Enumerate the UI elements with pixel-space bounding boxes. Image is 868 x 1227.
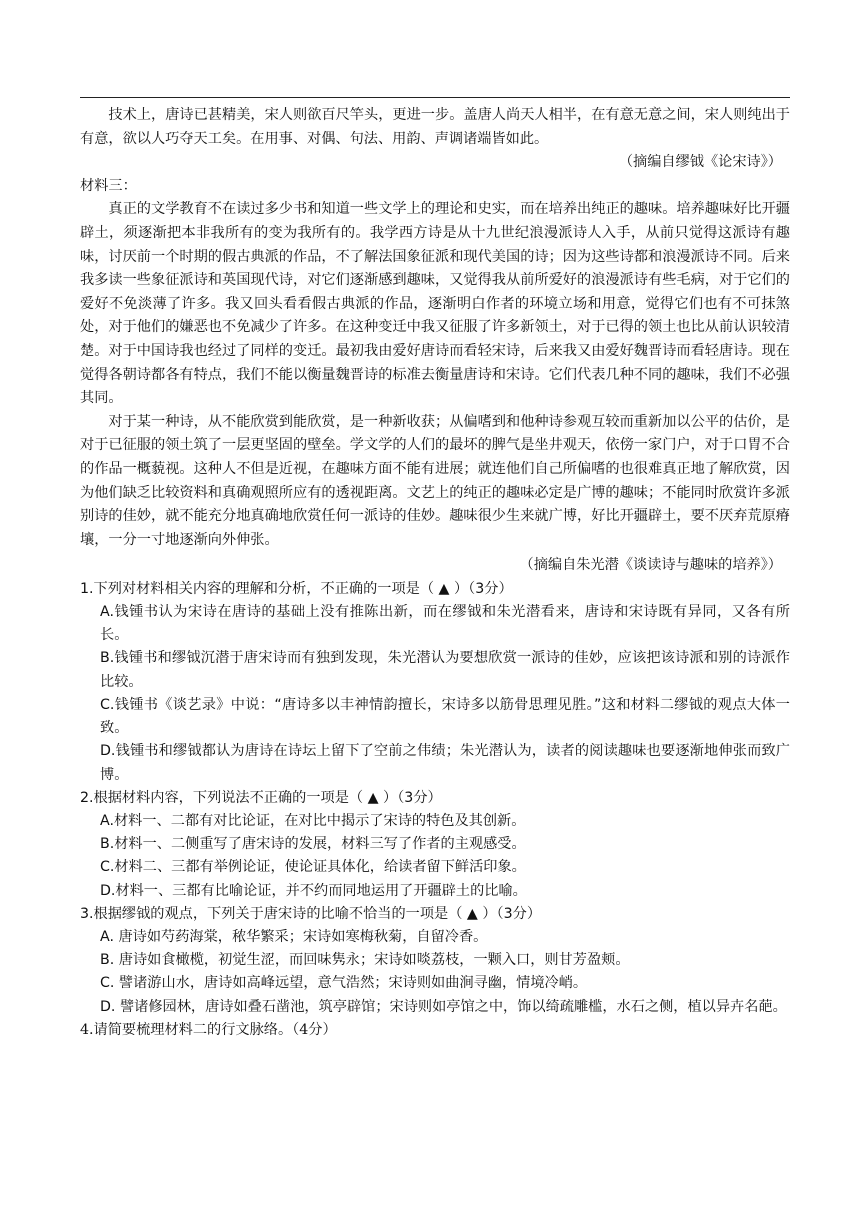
material3-label: 材料三： [80,177,137,194]
material3-paragraph-1: 真正的文学教育不在读过多少书和知道一些文学上的理论和史实，而在培养出纯正的趣味。培养趣味好比开疆辟土，须逐渐把本非我所有的变为我所有的。我学西方诗是从十九世纪浪漫派诗人入手，从前只觉得这派诗有趣味，讨厌前一个时期的假古典派的作品，不了解法国象征派和现代美国的诗；因为这些诗都和浪漫派诗不同。后来我多读一些象征派诗和英国现代诗，对它们逐渐感到趣味，又觉得我从前所爱好的浪漫派诗有些毛病，对于它们的爱好不免淡薄了许多。我又回头看看假古典派的作品，逐渐明白作者的环境立场和用意，觉得它们也有不可抹煞处，对于他们的嫌恶也不免减少了许多。在这种变迁中我又征服了许多新领土，对于已得的领土也比从前认识较清楚。对于中国诗我也经过了同样的变迁。最初我由爱好唐诗而看轻宋诗，后来我又由爱好魏晋诗而看轻唐诗。现在觉得各朝诗都各有特点，我们不能以衡量魏晋诗的标准去衡量唐诗和宋诗。它们代表几种不同的趣味，我们不必强其同。 [80,201,790,407]
option-c: C. 譬诸游山水，唐诗如高峰远望，意气浩然；宋诗则如曲涧寻幽，情境冷峭。 [100,975,588,992]
material3-paragraph-2: 对于某一种诗，从不能欣赏到能欣赏，是一种新收获；从偏嗜到和他种诗参观互较而重新加以公平的估价，是对于已征服的领土筑了一层更坚固的壁垒。学文学的人们的最坏的脾气是坐井观天，依傍一家门户，对于口胃不合的作品一概藐视。这种人不但是近视，在趣味方面不能有进展；就连他们自己所偏嗜的也很难真正地了解欣赏，因为他们缺乏比较资料和真确观照所应有的透视距离。文艺上的纯正的趣味必定是广博的趣味；不能同时欣赏许多派别诗的佳妙，就不能充分地真确地欣赏任何一派诗的佳妙。趣味很少生来就广博，好比开疆辟土，要不厌弃荒原瘠壤，一分一寸地逐渐向外伸张。 [80,413,790,548]
question-2 [80,787,790,903]
option-d: D. 譬诸修园林，唐诗如叠石凿池，筑亭辟馆；宋诗则如亭馆之中，饰以绮疏雕槛，水石之侧，植以异卉名葩。 [100,998,787,1015]
question-stem: 1.下列对材料相关内容的理解和分析，不正确的一项是（ ▲ ）（3分） [80,580,513,597]
question-1 [80,578,790,787]
option-b: B.钱锺书和缪钺沉潜于唐宋诗而有独到发现，朱光潜认为要想欣赏一派诗的佳妙，应该把该诗派和别的诗派作比较。 [100,650,790,690]
header-rule [80,97,790,98]
document-body [80,104,790,1042]
question-stem: 3.根据缪钺的观点，下列关于唐宋诗的比喻不恰当的一项是（ ▲ ）（3分） [80,905,542,922]
material2-paragraph: 技术上，唐诗已甚精美，宋人则欲百尺竿头，更进一步。盖唐人尚天人相半，在有意无意之间，宋人则纯出于有意，欲以人巧夺天工矣。在用事、对偶、句法、用韵、声调诸端皆如此。 [80,107,790,147]
option-d: D.钱锺书和缪钺都认为唐诗在诗坛上留下了空前之伟绩；朱光潜认为，读者的阅读趣味也要逐渐地伸张而致广博。 [100,743,790,783]
question-stem: 2.根据材料内容，下列说法不正确的一项是（ ▲ ）（3分） [80,789,442,806]
option-a: A.材料一、二都有对比论证，在对比中揭示了宋诗的特色及其创新。 [100,812,526,829]
option-b: B. 唐诗如食橄榄，初觉生涩，而回味隽永；宋诗如啖荔枝，一颗入口，则甘芳盈颊。 [100,952,630,969]
material3-source: （摘编自朱光潜《谈读诗与趣味的培养》） [519,557,782,574]
option-c: C.钱锺书《谈艺录》中说：“唐诗多以丰神情韵擅长，宋诗多以筋骨思理见胜。”这和材料二缪钺的观点大体一致。 [100,696,790,737]
question-4 [80,1019,790,1042]
question-stem: 4.请简要梳理材料二的行文脉络。（4分） [80,1021,337,1038]
option-d: D.材料一、三都有比喻论证，并不约而同地运用了开疆辟土的比喻。 [100,882,527,899]
option-a: A.钱锺书认为宋诗在唐诗的基础上没有推陈出新，而在缪钺和朱光潜看来，唐诗和宋诗既有异同，又各有所长。 [100,604,790,644]
option-c: C.材料二、三都有举例论证，使论证具体化，给读者留下鲜活印象。 [100,859,526,876]
material2-source: （摘编自缪钺《论宋诗》） [618,154,782,171]
option-b: B.材料一、二侧重写了唐宋诗的发展，材料三写了作者的主观感受。 [100,836,526,853]
option-a: A. 唐诗如芍药海棠，秾华繁采；宋诗如寒梅秋菊，自留冷香。 [100,928,488,945]
question-3 [80,903,790,1019]
